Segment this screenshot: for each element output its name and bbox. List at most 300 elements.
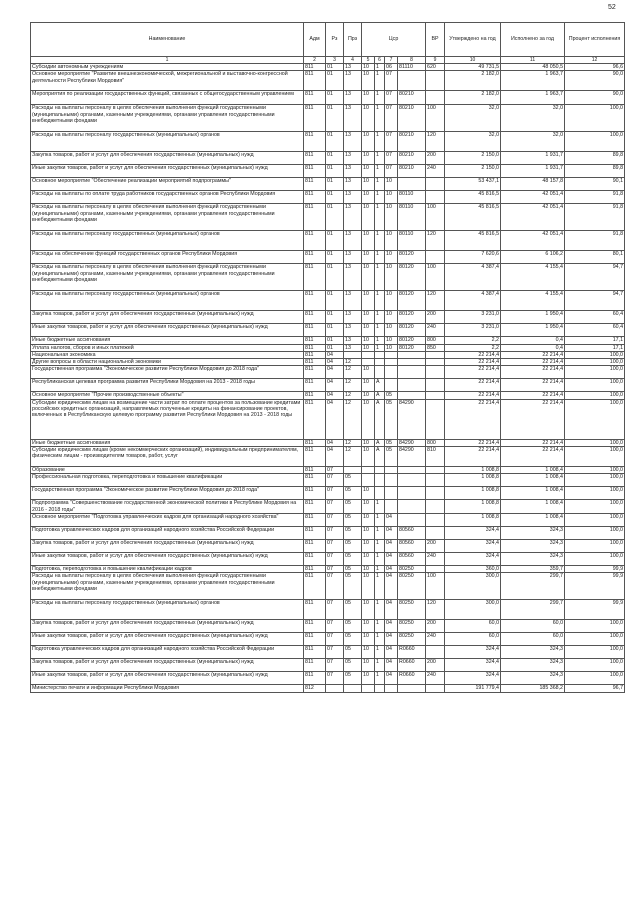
cell-prz: 13	[344, 324, 362, 337]
header-vr: ВР	[426, 23, 445, 57]
cell-name: Расходы на выплаты персоналу в целях обеспечения выполнения функций государственными (муниципальными) органами, казенными учреждениями, органами управления государственными внебюджетными фондами	[31, 573, 304, 600]
cell-name: Иные закупки товаров, работ и услуг для обеспечения государственных (муниципальных) нужд	[31, 165, 304, 178]
table-row	[31, 351, 625, 358]
table-header-row	[31, 23, 625, 57]
cell-csr-subprogram: 1	[375, 565, 385, 572]
cell-percent: 100,0	[565, 646, 625, 659]
cell-adm: 811	[304, 165, 326, 178]
cell-prz: 13	[344, 231, 362, 251]
cell-csr-program: 10	[362, 178, 375, 191]
cell-vr: 120	[426, 291, 445, 311]
cell-csr-subprogram: 1	[375, 105, 385, 132]
cell-csr-subprogram: 1	[375, 132, 385, 152]
cell-vr: 120	[426, 231, 445, 251]
cell-adm: 811	[304, 366, 326, 379]
cell-name: Образование	[31, 467, 304, 474]
table-row	[31, 105, 625, 132]
cell-prz: 05	[344, 552, 362, 565]
cell-vr	[426, 565, 445, 572]
cell-approved: 2,2	[445, 337, 501, 344]
cell-csr-program: 10	[362, 64, 375, 71]
cell-csr-event: 07	[385, 152, 398, 165]
cell-name: Расходы на выплаты персоналу в целях обеспечения выполнения функций государственными (муниципальными) органами, казенными учреждениями, органами управления государственными внебюджетными фондами	[31, 264, 304, 291]
cell-csr-direction	[398, 359, 426, 366]
cell-adm: 811	[304, 447, 326, 467]
cell-name: Государственная программа "Экономическое развитие Республики Мордовия до 2018 года"	[31, 366, 304, 379]
column-number: 1	[31, 57, 304, 64]
cell-vr: 240	[426, 633, 445, 646]
cell-csr-program: 10	[362, 447, 375, 467]
cell-executed: 1 950,4	[501, 311, 565, 324]
cell-name: Расходы на выплаты персоналу государственных (муниципальных) органов	[31, 132, 304, 152]
cell-csr-event: 10	[385, 311, 398, 324]
cell-csr-program: 10	[362, 105, 375, 132]
cell-adm: 811	[304, 467, 326, 474]
cell-adm: 811	[304, 64, 326, 71]
cell-csr-event: 04	[385, 659, 398, 672]
cell-csr-program: 10	[362, 513, 375, 526]
cell-percent: 100,0	[565, 500, 625, 514]
cell-percent: 100,0	[565, 633, 625, 646]
cell-percent: 60,4	[565, 311, 625, 324]
cell-csr-subprogram: 1	[375, 344, 385, 351]
cell-csr-event	[385, 474, 398, 487]
table-row	[31, 366, 625, 379]
cell-adm: 811	[304, 600, 326, 620]
cell-rz: 07	[326, 539, 344, 552]
cell-csr-program: 10	[362, 487, 375, 500]
cell-csr-direction	[398, 366, 426, 379]
cell-executed: 1 931,7	[501, 152, 565, 165]
cell-csr-subprogram: 1	[375, 646, 385, 659]
cell-vr: 100	[426, 204, 445, 231]
cell-rz: 07	[326, 659, 344, 672]
cell-name: Министерство печати и информации Республики Мордовия	[31, 685, 304, 692]
cell-vr: 100	[426, 573, 445, 600]
table-row	[31, 467, 625, 474]
cell-vr: 120	[426, 600, 445, 620]
cell-percent: 99,9	[565, 573, 625, 600]
cell-approved: 49 731,5	[445, 64, 501, 71]
cell-csr-subprogram: А	[375, 439, 385, 446]
table-row	[31, 685, 625, 692]
cell-executed: 324,3	[501, 646, 565, 659]
header-rz: Рз	[326, 23, 344, 57]
cell-executed: 42 051,4	[501, 231, 565, 251]
cell-percent: 100,0	[565, 513, 625, 526]
cell-csr-program: 10	[362, 132, 375, 152]
cell-executed: 324,3	[501, 659, 565, 672]
cell-name: Закупка товаров, работ и услуг для обеспечения государственных (муниципальных) нужд	[31, 152, 304, 165]
cell-csr-direction: R0660	[398, 659, 426, 672]
cell-executed: 22 214,4	[501, 399, 565, 439]
cell-adm: 811	[304, 71, 326, 91]
cell-executed: 299,7	[501, 600, 565, 620]
column-number: 7	[385, 57, 398, 64]
cell-csr-subprogram: 1	[375, 573, 385, 600]
cell-csr-direction: 80210	[398, 105, 426, 132]
cell-csr-program: 10	[362, 191, 375, 204]
cell-csr-direction: 80210	[398, 165, 426, 178]
table-row	[31, 513, 625, 526]
cell-adm: 811	[304, 474, 326, 487]
cell-name: Расходы на выплаты персоналу государственных (муниципальных) органов	[31, 291, 304, 311]
cell-executed: 1 008,4	[501, 513, 565, 526]
cell-adm: 811	[304, 191, 326, 204]
cell-prz: 13	[344, 264, 362, 291]
cell-csr-direction: 80120	[398, 337, 426, 344]
cell-approved: 324,4	[445, 526, 501, 539]
table-row	[31, 474, 625, 487]
cell-prz: 12	[344, 366, 362, 379]
cell-vr: 200	[426, 659, 445, 672]
cell-prz: 05	[344, 646, 362, 659]
cell-name: Расходы на выплаты персоналу в целях обеспечения выполнения функций государственными (муниципальными) органами, казенными учреждениями, органами управления государственными внебюджетными фондами	[31, 204, 304, 231]
cell-adm: 811	[304, 487, 326, 500]
cell-adm: 811	[304, 359, 326, 366]
cell-csr-program: 10	[362, 600, 375, 620]
cell-approved: 22 214,4	[445, 399, 501, 439]
table-row	[31, 291, 625, 311]
cell-executed: 22 214,4	[501, 351, 565, 358]
cell-vr	[426, 500, 445, 514]
cell-adm: 811	[304, 379, 326, 392]
cell-adm: 811	[304, 552, 326, 565]
cell-adm: 811	[304, 178, 326, 191]
cell-csr-direction: 84290	[398, 439, 426, 446]
cell-csr-subprogram: 1	[375, 152, 385, 165]
cell-prz: 05	[344, 500, 362, 514]
cell-name: Республиканская целевая программа развития Республики Мордовия на 2013 - 2018 годы	[31, 379, 304, 392]
cell-percent: 80,1	[565, 251, 625, 264]
cell-csr-direction: 80120	[398, 324, 426, 337]
cell-csr-program: 10	[362, 366, 375, 379]
cell-name: Субсидии юридическим лицам (кроме некоммерческих организаций), индивидуальным предпринимателям, физическим лицам - производителям товаров, работ, услуг	[31, 447, 304, 467]
cell-adm: 811	[304, 251, 326, 264]
cell-csr-direction: 80250	[398, 573, 426, 600]
cell-rz: 07	[326, 552, 344, 565]
cell-executed: 0,4	[501, 344, 565, 351]
cell-rz: 07	[326, 474, 344, 487]
cell-prz: 12	[344, 399, 362, 439]
cell-executed: 42 051,4	[501, 191, 565, 204]
cell-csr-event: 10	[385, 178, 398, 191]
cell-executed: 22 214,4	[501, 439, 565, 446]
cell-csr-event: 07	[385, 91, 398, 105]
cell-vr	[426, 71, 445, 91]
cell-prz: 13	[344, 64, 362, 71]
cell-csr-direction: 80250	[398, 600, 426, 620]
cell-csr-direction: 80110	[398, 231, 426, 251]
cell-name: Подпрограмма "Совершенствование государственной экономической политики в Республике Мордовия на 2016 - 2018 годы"	[31, 500, 304, 514]
cell-prz: 05	[344, 513, 362, 526]
cell-csr-program: 10	[362, 165, 375, 178]
cell-csr-direction: 80250	[398, 620, 426, 633]
cell-prz: 05	[344, 474, 362, 487]
table-row	[31, 392, 625, 399]
cell-prz: 05	[344, 633, 362, 646]
cell-executed: 60,0	[501, 620, 565, 633]
cell-rz: 07	[326, 467, 344, 474]
column-number: 8	[398, 57, 426, 64]
cell-csr-event: 07	[385, 105, 398, 132]
cell-approved: 3 231,0	[445, 311, 501, 324]
cell-executed: 4 155,4	[501, 291, 565, 311]
cell-csr-program: 10	[362, 204, 375, 231]
cell-approved: 191 779,4	[445, 685, 501, 692]
cell-vr: 850	[426, 344, 445, 351]
cell-rz: 01	[326, 311, 344, 324]
cell-csr-subprogram: А	[375, 379, 385, 392]
cell-name: Расходы на обеспечение функций государственных органов Республики Мордовия	[31, 251, 304, 264]
cell-csr-event: 04	[385, 600, 398, 620]
cell-approved: 300,0	[445, 573, 501, 600]
cell-csr-event: 04	[385, 633, 398, 646]
cell-csr-subprogram: 1	[375, 264, 385, 291]
cell-vr	[426, 178, 445, 191]
cell-prz: 13	[344, 132, 362, 152]
cell-csr-program: 10	[362, 672, 375, 685]
cell-vr	[426, 359, 445, 366]
table-row	[31, 191, 625, 204]
cell-csr-program: 10	[362, 439, 375, 446]
cell-approved: 1 008,8	[445, 467, 501, 474]
cell-name: Иные закупки товаров, работ и услуг для обеспечения государственных (муниципальных) нужд	[31, 324, 304, 337]
cell-adm: 811	[304, 231, 326, 251]
cell-rz: 07	[326, 500, 344, 514]
cell-prz	[344, 467, 362, 474]
header-executed: Исполнено за год	[501, 23, 565, 57]
cell-csr-program: 10	[362, 311, 375, 324]
cell-percent: 91,8	[565, 204, 625, 231]
cell-csr-event: 10	[385, 264, 398, 291]
cell-csr-event: 05	[385, 439, 398, 446]
cell-csr-program: 10	[362, 152, 375, 165]
cell-csr-program: 10	[362, 526, 375, 539]
cell-name: Расходы на выплаты по оплате труда работников государственных органов Республики Мордовия	[31, 191, 304, 204]
cell-executed: 1 008,4	[501, 474, 565, 487]
cell-csr-direction	[398, 379, 426, 392]
cell-prz: 05	[344, 526, 362, 539]
cell-percent: 60,4	[565, 324, 625, 337]
cell-approved: 2 182,0	[445, 71, 501, 91]
cell-csr-program: 10	[362, 659, 375, 672]
cell-csr-program: 10	[362, 71, 375, 91]
cell-csr-subprogram: А	[375, 447, 385, 467]
cell-csr-program: 10	[362, 399, 375, 439]
cell-csr-event: 10	[385, 251, 398, 264]
cell-csr-subprogram	[375, 487, 385, 500]
cell-adm: 811	[304, 105, 326, 132]
cell-prz: 13	[344, 291, 362, 311]
cell-name: Закупка товаров, работ и услуг для обеспечения государственных (муниципальных) нужд	[31, 311, 304, 324]
cell-csr-program: 10	[362, 324, 375, 337]
cell-percent: 100,0	[565, 620, 625, 633]
cell-csr-direction: 80120	[398, 291, 426, 311]
cell-vr: 800	[426, 439, 445, 446]
cell-prz: 05	[344, 487, 362, 500]
cell-csr-event: 04	[385, 620, 398, 633]
cell-csr-direction: 80210	[398, 132, 426, 152]
table-row	[31, 439, 625, 446]
cell-executed: 22 214,4	[501, 392, 565, 399]
table-row	[31, 264, 625, 291]
cell-vr: 200	[426, 311, 445, 324]
cell-csr-subprogram: 1	[375, 204, 385, 231]
cell-percent: 90,0	[565, 71, 625, 91]
cell-rz: 04	[326, 439, 344, 446]
cell-csr-direction: 80120	[398, 344, 426, 351]
table-row	[31, 231, 625, 251]
cell-approved: 2 182,0	[445, 91, 501, 105]
cell-prz: 05	[344, 573, 362, 600]
cell-csr-event	[385, 467, 398, 474]
cell-csr-subprogram: 1	[375, 633, 385, 646]
cell-csr-event: 10	[385, 324, 398, 337]
table-row	[31, 600, 625, 620]
cell-prz: 05	[344, 659, 362, 672]
cell-vr	[426, 474, 445, 487]
cell-rz: 01	[326, 264, 344, 291]
cell-approved: 2,2	[445, 344, 501, 351]
cell-percent: 89,8	[565, 165, 625, 178]
cell-adm: 811	[304, 132, 326, 152]
column-number: 2	[304, 57, 326, 64]
cell-percent: 100,0	[565, 366, 625, 379]
cell-name: Расходы на выплаты персоналу государственных (муниципальных) органов	[31, 600, 304, 620]
cell-vr: 240	[426, 324, 445, 337]
cell-executed: 324,3	[501, 552, 565, 565]
cell-executed: 22 214,4	[501, 359, 565, 366]
cell-csr-event: 04	[385, 513, 398, 526]
cell-percent: 100,0	[565, 359, 625, 366]
cell-prz: 12	[344, 392, 362, 399]
cell-csr-event: 10	[385, 337, 398, 344]
cell-approved: 60,0	[445, 633, 501, 646]
cell-approved: 45 816,5	[445, 191, 501, 204]
cell-csr-event	[385, 487, 398, 500]
cell-csr-program: 10	[362, 379, 375, 392]
cell-vr	[426, 487, 445, 500]
cell-rz: 01	[326, 178, 344, 191]
cell-csr-direction: 81110	[398, 64, 426, 71]
cell-csr-subprogram: 1	[375, 513, 385, 526]
cell-rz: 04	[326, 351, 344, 358]
cell-percent: 100,0	[565, 392, 625, 399]
cell-approved: 1 008,8	[445, 513, 501, 526]
cell-percent: 17,1	[565, 337, 625, 344]
cell-csr-program: 10	[362, 500, 375, 514]
cell-name: Субсидии автономным учреждениям	[31, 64, 304, 71]
cell-name: Расходы на выплаты персоналу в целях обеспечения выполнения функций государственными (муниципальными) органами, казенными учреждениями, органами управления государственными внебюджетными фондами	[31, 105, 304, 132]
cell-vr: 810	[426, 447, 445, 467]
cell-name: Иные закупки товаров, работ и услуг для обеспечения государственных (муниципальных) нужд	[31, 633, 304, 646]
cell-percent: 91,8	[565, 231, 625, 251]
table-row	[31, 251, 625, 264]
cell-vr	[426, 366, 445, 379]
table-row	[31, 672, 625, 685]
cell-csr-event: 05	[385, 392, 398, 399]
cell-csr-subprogram: 1	[375, 178, 385, 191]
table-row	[31, 64, 625, 71]
cell-csr-event: 10	[385, 191, 398, 204]
cell-percent: 100,0	[565, 552, 625, 565]
cell-percent: 100,0	[565, 539, 625, 552]
cell-csr-subprogram	[375, 467, 385, 474]
cell-vr: 100	[426, 105, 445, 132]
cell-vr: 200	[426, 539, 445, 552]
cell-csr-subprogram: 1	[375, 191, 385, 204]
cell-csr-direction: 80110	[398, 204, 426, 231]
cell-executed: 1 950,4	[501, 324, 565, 337]
cell-percent: 89,8	[565, 152, 625, 165]
page-number: 52	[608, 4, 616, 11]
cell-vr	[426, 91, 445, 105]
cell-csr-subprogram: А	[375, 392, 385, 399]
cell-adm: 811	[304, 264, 326, 291]
cell-rz: 01	[326, 204, 344, 231]
cell-csr-subprogram	[375, 359, 385, 366]
cell-csr-direction: 80120	[398, 264, 426, 291]
cell-prz: 12	[344, 359, 362, 366]
cell-percent: 94,7	[565, 291, 625, 311]
table-row	[31, 620, 625, 633]
cell-csr-event: 04	[385, 565, 398, 572]
table-row	[31, 152, 625, 165]
column-number: 4	[344, 57, 362, 64]
cell-csr-event: 04	[385, 526, 398, 539]
cell-approved: 1 008,8	[445, 500, 501, 514]
cell-name: Национальная экономика	[31, 351, 304, 358]
cell-adm: 811	[304, 620, 326, 633]
cell-rz: 04	[326, 366, 344, 379]
cell-csr-program	[362, 359, 375, 366]
cell-approved: 22 214,4	[445, 359, 501, 366]
cell-csr-subprogram: 1	[375, 539, 385, 552]
cell-percent: 99,9	[565, 565, 625, 572]
cell-percent: 90,1	[565, 178, 625, 191]
cell-csr-event	[385, 379, 398, 392]
cell-csr-subprogram: 1	[375, 659, 385, 672]
cell-rz: 07	[326, 526, 344, 539]
cell-vr	[426, 351, 445, 358]
cell-approved: 324,4	[445, 672, 501, 685]
cell-prz: 05	[344, 672, 362, 685]
cell-percent: 100,0	[565, 447, 625, 467]
cell-csr-subprogram: 1	[375, 620, 385, 633]
cell-csr-direction: 80560	[398, 552, 426, 565]
cell-adm: 811	[304, 500, 326, 514]
cell-adm: 811	[304, 324, 326, 337]
cell-approved: 2 150,0	[445, 165, 501, 178]
cell-vr: 240	[426, 672, 445, 685]
cell-percent: 100,0	[565, 399, 625, 439]
cell-prz: 12	[344, 447, 362, 467]
cell-csr-subprogram: 1	[375, 311, 385, 324]
cell-csr-direction: 80210	[398, 152, 426, 165]
cell-csr-direction	[398, 685, 426, 692]
cell-name: Иные бюджетные ассигнования	[31, 439, 304, 446]
cell-csr-direction	[398, 487, 426, 500]
table-row	[31, 565, 625, 572]
cell-vr	[426, 685, 445, 692]
cell-adm: 811	[304, 573, 326, 600]
cell-csr-event: 04	[385, 646, 398, 659]
cell-csr-program: 10	[362, 565, 375, 572]
cell-csr-program: 10	[362, 573, 375, 600]
cell-percent: 96,6	[565, 64, 625, 71]
cell-csr-program: 10	[362, 620, 375, 633]
